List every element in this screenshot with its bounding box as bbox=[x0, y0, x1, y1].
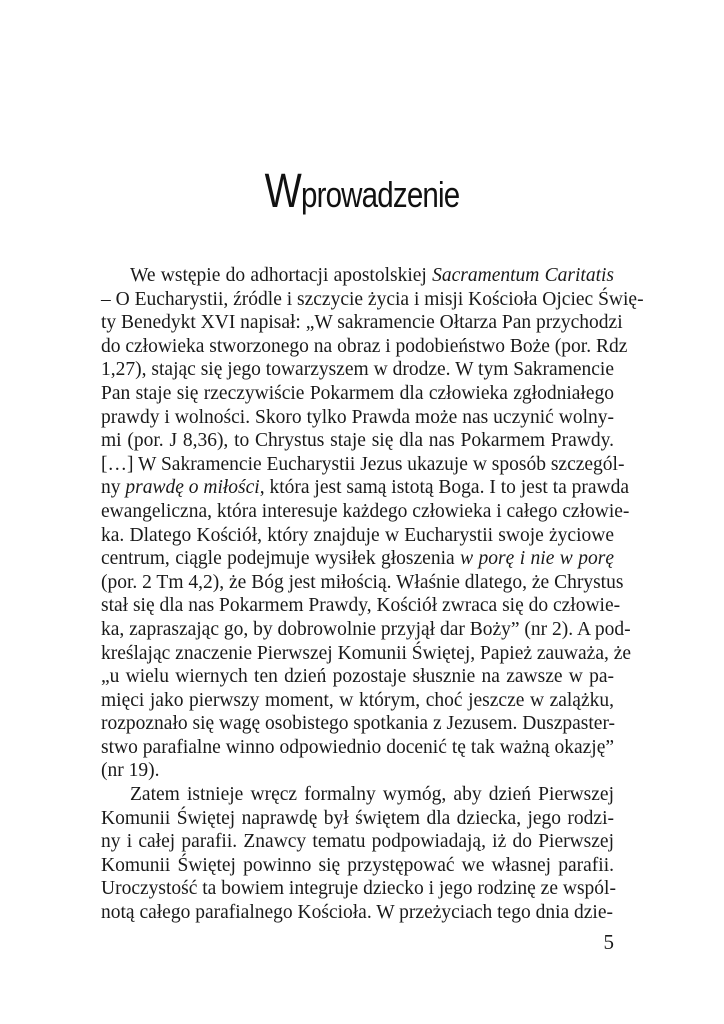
text-line bbox=[101, 783, 614, 807]
text-line bbox=[101, 665, 614, 689]
text-run: stwo parafialne winno odpowiednio docenić tę tak ważną okazję” bbox=[101, 736, 614, 758]
text-run: ty Benedykt XVI napisał: „W sakramencie Ołtarza Pan przychodzi bbox=[101, 312, 623, 334]
text-line bbox=[101, 264, 614, 288]
text-run: ewangeliczna, która interesuje każdego człowieka i całego człowie- bbox=[101, 500, 630, 522]
text-line bbox=[101, 689, 614, 713]
paragraph bbox=[101, 783, 614, 925]
text-line bbox=[101, 854, 614, 878]
text-run: […] W Sakramencie Eucharystii Jezus ukazuje w sposób szczegól- bbox=[101, 453, 625, 475]
text-run: kreślając znaczenie Pierwszej Komunii Świętej, Papież zauważa, że bbox=[101, 642, 632, 664]
title-initial: W bbox=[264, 165, 301, 219]
text-line bbox=[101, 406, 614, 430]
text-line bbox=[101, 807, 614, 831]
text-run: ka, zapraszając go, by dobrowolnie przyjął dar Boży” (nr 2). A pod- bbox=[101, 618, 631, 640]
page-title bbox=[65, 164, 659, 219]
text-run: notą całego parafialnego Kościoła. W przeżyciach tego dnia dzie- bbox=[101, 902, 613, 924]
text-line bbox=[101, 429, 614, 453]
text-line bbox=[101, 877, 614, 901]
text-run: mi (por. J 8,36), to Chrystus staje się dla nas Pokarmem Prawdy. bbox=[101, 430, 614, 452]
text-line bbox=[101, 311, 623, 335]
text-line bbox=[101, 524, 614, 548]
text-line bbox=[101, 547, 614, 571]
text-run: do człowieka stworzonego na obraz i podobieństwo Boże (por. Rdz bbox=[101, 335, 628, 357]
text-run: ny i całej parafii. Znawcy tematu podpowiadają, iż do Pierwszej bbox=[101, 831, 614, 853]
title-rest: prowadzenie bbox=[300, 174, 460, 216]
text-line bbox=[101, 736, 614, 760]
body-text bbox=[101, 264, 644, 925]
text-line bbox=[101, 642, 632, 666]
text-run: Zatem istnieje wręcz formalny wymóg, aby dzień Pierwszej bbox=[130, 784, 614, 806]
page-number: 5 bbox=[603, 930, 614, 954]
paragraph bbox=[101, 264, 644, 783]
text-run: (nr 19). bbox=[101, 760, 160, 782]
text-run: Pan staje się rzeczywiście Pokarmem dla człowieka zgłodniałego bbox=[101, 382, 614, 404]
italic-text: w porę i nie w porę bbox=[460, 548, 614, 570]
text-run: Uroczystość ta bowiem integruje dziecko i jego rodzinę ze wspól- bbox=[101, 878, 616, 900]
text-run: , która jest samą istotą Boga. I to jest ta prawda bbox=[259, 477, 630, 499]
text-run: stał się dla nas Pokarmem Prawdy, Kościół zwraca się do człowie- bbox=[101, 595, 621, 617]
text-run: centrum, ciągle podejmuje wysiłek głoszenia bbox=[101, 548, 461, 570]
text-run: (por. 2 Tm 4,2), że Bóg jest miłością. Właśnie dlatego, że Chrystus bbox=[101, 571, 624, 593]
text-line bbox=[101, 288, 644, 312]
italic-text: prawdę o miłości bbox=[125, 477, 260, 499]
italic-text: Sacramentum Caritatis bbox=[432, 265, 614, 286]
text-run: Komunii Świętej naprawdę był świętem dla dziecka, jego rodzi- bbox=[101, 807, 614, 829]
text-run: – O Eucharystii, źródle i szczycie życia i misji Kościoła Ojciec Świę- bbox=[101, 288, 644, 310]
text-line bbox=[101, 453, 625, 477]
text-line bbox=[101, 335, 628, 359]
text-run: prawdy i wolności. Skoro tylko Prawda może nas uczynić wolny- bbox=[101, 406, 614, 428]
text-line bbox=[101, 830, 614, 854]
text-line bbox=[101, 358, 614, 382]
text-line bbox=[101, 476, 630, 500]
text-line bbox=[101, 901, 614, 925]
text-run: Komunii Świętej powinno się przystępować we własnej parafii. bbox=[101, 854, 614, 876]
text-line bbox=[101, 382, 614, 406]
text-run: „u wielu wiernych ten dzień pozostaje słusznie na zawsze w pa- bbox=[101, 666, 614, 688]
text-run: ka. Dlatego Kościół, który znajduje w Eucharystii swoje życiowe bbox=[101, 524, 614, 546]
text-run: rozpoznało się wagę osobistego spotkania z Jezusem. Duszpaster- bbox=[101, 713, 616, 735]
text-line bbox=[101, 712, 614, 736]
text-run: ny bbox=[101, 477, 126, 499]
text-line bbox=[101, 759, 614, 783]
text-run: We wstępie do adhortacji apostolskiej bbox=[130, 265, 433, 286]
text-line bbox=[101, 594, 621, 618]
text-line bbox=[101, 500, 630, 524]
text-run: mięci jako pierwszy moment, w którym, choć jeszcze w zalążku, bbox=[101, 689, 614, 711]
text-line bbox=[101, 618, 631, 642]
text-run: 1,27), stając się jego towarzyszem w drodze. W tym Sakramencie bbox=[101, 359, 614, 381]
text-line bbox=[101, 571, 624, 595]
